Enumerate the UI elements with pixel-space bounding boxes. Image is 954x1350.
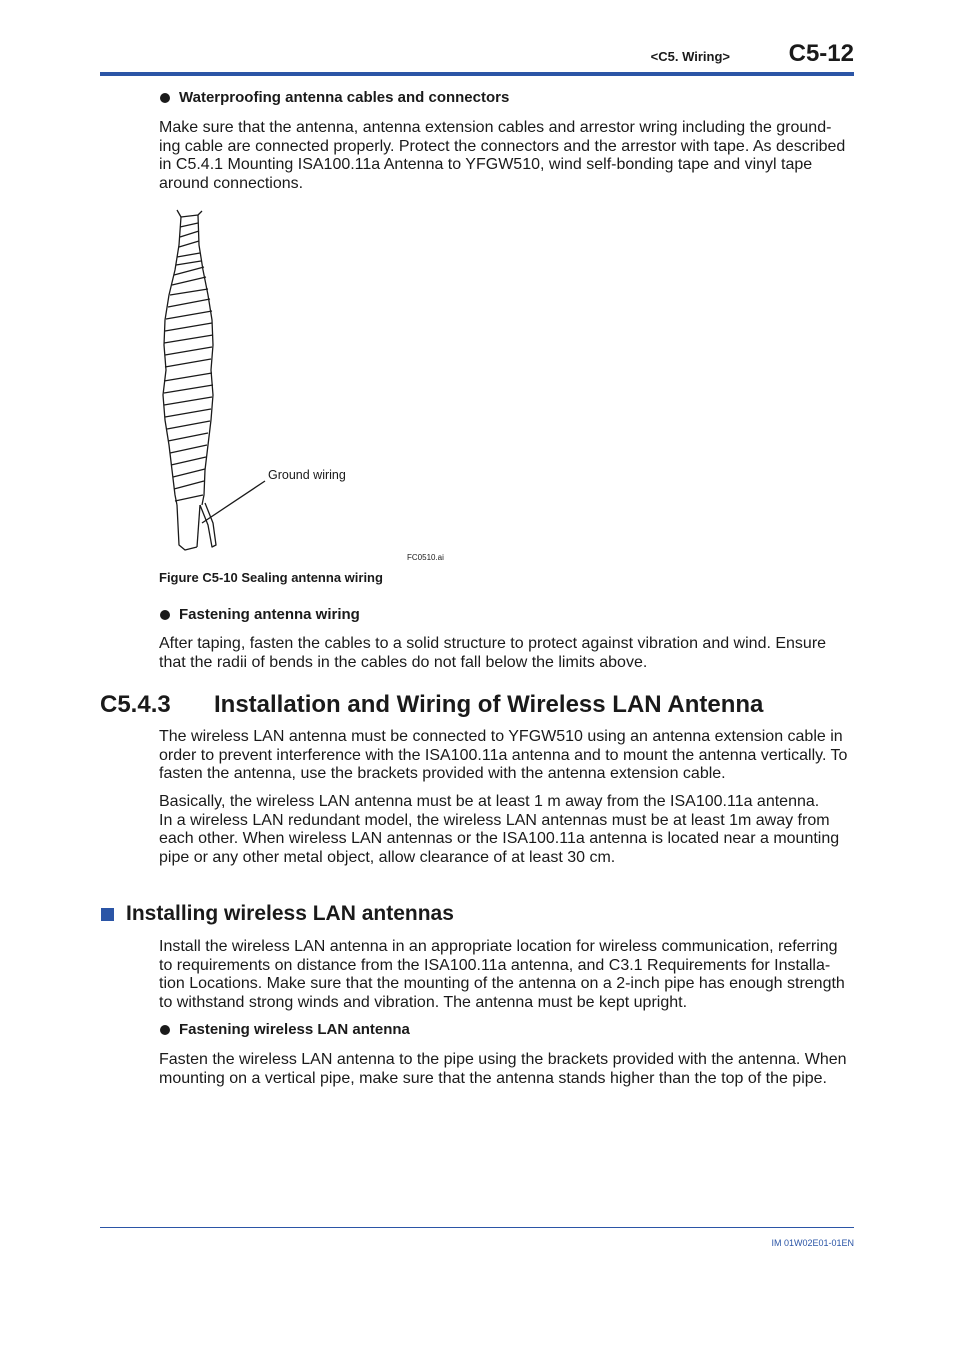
- paragraph-line: around connections.: [159, 174, 304, 192]
- header-section-label: <C5. Wiring>: [650, 49, 730, 64]
- bullet-dot-icon: [160, 610, 170, 620]
- paragraph-line: to withstand strong winds and vibration. The antenna must be kept upright.: [159, 993, 688, 1011]
- footer-rule: [100, 1227, 854, 1228]
- paragraph-installing: [159, 938, 857, 1012]
- paragraph-section-distance: [159, 793, 857, 867]
- bullet-dot-icon: [160, 1025, 170, 1035]
- paragraph-waterproofing: [159, 119, 857, 193]
- paragraph-line: each other. When wireless LAN antennas or the ISA100.11a antenna is located near a mounting: [159, 830, 840, 847]
- paragraph-line: The wireless LAN antenna must be connected to YFGW510 using an antenna extension cable in: [159, 728, 843, 745]
- bullet-heading-text: Fastening antenna wiring: [179, 606, 360, 623]
- paragraph-line: order to prevent interference with the ISA100.11a antenna and to mount the antenna vertically. To: [159, 746, 848, 764]
- paragraph-line: that the radii of bends in the cables do not fall below the limits above.: [159, 653, 648, 671]
- paragraph-line: ing cable are connected properly. Protect the connectors and the arrestor with tape. As described: [159, 137, 846, 155]
- paragraph-line: In a wireless LAN redundant model, the wireless LAN antennas must be at least 1m away from: [159, 811, 830, 829]
- paragraph-line: Make sure that the antenna, antenna extension cables and arrestor wring including the ground-: [159, 119, 832, 136]
- subsection-heading-text: Installing wireless LAN antennas: [126, 902, 454, 925]
- bullet-dot-icon: [160, 93, 170, 103]
- paragraph-line: pipe or any other metal object, allow clearance of at least 30 cm.: [159, 848, 616, 866]
- bullet-heading-waterproofing: [160, 89, 509, 106]
- paragraph-line: Basically, the wireless LAN antenna must be at least 1 m away from the ISA100.11a antenna.: [159, 793, 820, 810]
- section-title: Installation and Wiring of Wireless LAN Antenna: [214, 691, 764, 718]
- header-rule: [100, 72, 854, 76]
- figure-callout-label: Ground wiring: [268, 468, 346, 482]
- bullet-heading-fastening: [160, 606, 360, 623]
- paragraph-line: Fasten the wireless LAN antenna to the pipe using the brackets provided with the antenna. When: [159, 1051, 847, 1068]
- paragraph-line: fasten the antenna, use the brackets provided with the antenna extension cable.: [159, 765, 726, 782]
- paragraph-fastening-lan: [159, 1051, 857, 1088]
- paragraph-section-intro: [159, 728, 857, 784]
- paragraph-line: mounting on a vertical pipe, make sure that the antenna stands higher than the top of the pipe.: [159, 1069, 827, 1087]
- paragraph-line: After taping, fasten the cables to a solid structure to protect against vibration and wind. Ensure: [159, 635, 827, 652]
- bullet-heading-text: Fastening wireless LAN antenna: [179, 1021, 410, 1038]
- bullet-heading-fastening-lan: [160, 1021, 410, 1038]
- sealing-antenna-wiring-figure: [150, 205, 380, 555]
- bullet-heading-text: Waterproofing antenna cables and connectors: [179, 89, 510, 106]
- paragraph-line: Install the wireless LAN antenna in an appropriate location for wireless communication, referring: [159, 938, 838, 955]
- page-number: C5-12: [788, 40, 854, 67]
- footer-doc-id: IM 01W02E01-01EN: [771, 1238, 854, 1248]
- paragraph-line: tion Locations. Make sure that the mounting of the antenna on a 2-inch pipe has enough strength: [159, 975, 845, 992]
- subsection-heading-installing: [101, 902, 454, 926]
- figure-file-id: FC0510.ai: [407, 553, 444, 562]
- section-heading: [100, 691, 763, 719]
- figure-caption: Figure C5-10 Sealing antenna wiring: [159, 570, 383, 585]
- paragraph-fastening: [159, 635, 857, 672]
- section-number: C5.4.3: [100, 691, 171, 718]
- paragraph-line: to requirements on distance from the ISA100.11a antenna, and C3.1 Requirements for Installa-: [159, 956, 831, 974]
- paragraph-line: in C5.4.1 Mounting ISA100.11a Antenna to YFGW510, wind self-bonding tape and vinyl tape: [159, 156, 813, 173]
- square-bullet-icon: [101, 908, 114, 921]
